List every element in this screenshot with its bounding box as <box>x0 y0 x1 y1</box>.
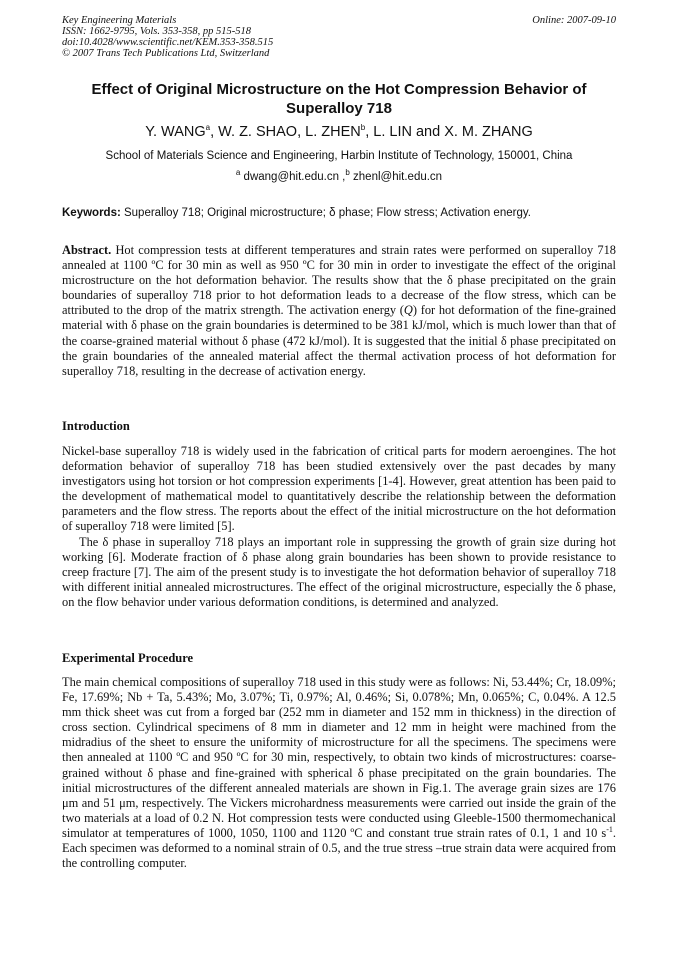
affiliation: School of Materials Science and Engineering, Harbin Institute of Technology, 150001, China <box>105 150 573 162</box>
email-a[interactable]: dwang@hit.edu.cn , <box>240 171 346 183</box>
keywords-label: Keywords: <box>62 207 121 219</box>
copyright-line: © 2007 Trans Tech Publications Ltd, Switzerland <box>62 48 270 59</box>
author-1: Y. WANG <box>145 124 206 140</box>
abstract-text-1: Hot compression tests at different temperatures and strain rates were performed on superalloy 718 annealed at 1100 ºC for 30 min as well as 950 ºC for 30 min in order to investigate the effect of the original microstructure on the hot deformation behavior. The results show that the δ phase precipitated on the grain boundaries of superalloy 718 prior to hot deformation leads to a decrease of the flow stress, which can be attributed to the drop of the matrix strength. The activation energy ( <box>62 243 616 318</box>
keywords <box>62 207 616 219</box>
author-list <box>62 124 616 140</box>
abstract-text-2: ) for hot deformation of the fine-grained material with δ phase on the grain boundaries is determined to be 381 kJ/mol, which is much lower than that of the coarse-grained material without δ phase (472 kJ/mol). It is suggested that the initial δ phase precipitated on the grain boundaries of the annealed material affect the thermal activation process of hot deformation for superalloy 718, resulting in the decrease of activation energy. <box>62 303 616 378</box>
strain-rate-exponent: -1 <box>606 824 613 834</box>
email-b[interactable]: zhenl@hit.edu.cn <box>349 171 443 183</box>
experimental-text-b: . Each specimen was deformed to a nominal strain of 0.5, and the true stress –true strain data were acquired from the controlling computer. <box>62 825 616 871</box>
issn-line: ISSN: 1662-9795, Vols. 353-358, pp 515-518 <box>62 26 251 37</box>
experimental-heading: Experimental Procedure <box>62 651 194 665</box>
online-date: Online: 2007-09-10 <box>532 15 616 26</box>
abstract-q-symbol: Q <box>403 303 413 318</box>
introduction-paragraph-2: The δ phase in superalloy 718 plays an important role in suppressing the growth of grain size during hot working [6]. Moderate fraction of δ phase along grain boundaries has been shown to provide resistance to creep fracture [7]. The aim of the present study is to investigate the hot deformation behavior of superalloy 718 with different initial annealed microstructures. The effect of the original microstructure, especially the δ phase, on the flow behavior under various deformation conditions, is determined and analyzed. <box>62 535 616 610</box>
author-emails <box>62 168 616 183</box>
author-2-affil-mark: b <box>360 123 366 133</box>
experimental-text-a: The main chemical compositions of superalloy 718 used in this study were as follows: Ni, 53.44%; Cr, 18.09%; Fe, 17.69%; Nb + Ta, 5.43%; Mo, 3.07%; Ti, 0.97%; Al, 0.46%; Si, 0.078%; Mn, 0.065%; C, 0.04%. A 12.5 mm thick sheet was cut from a forged bar (252 mm in diameter and 152 mm in thickness) in the direction of cross section. Cylindrical specimens of 8 mm in diameter and 12 mm in height were machined from the midradius of the sheet to ensure the uniformity of microstructure for all the specimens. The specimens were then annealed at 1100 ºC and 950 ºC for 30 min, respectively, to obtain two kinds of microstructures: coarse-grained without δ phase and fine-grained with spherical δ phase precipitated on the grain boundaries. The initial microstructures of the different annealed materials are shown in Fig.1. The average grain sizes are 176 μm and 51 μm, respectively. The Vickers microhardness measurements were carried out inside the grain of the two materials at a load of 0.2 N. Hot compression tests were conducted using Gleeble-1500 thermomechanical simulator at temperatures of 1000, 1050, 1100 and 1120 ºC and constant true strain rates of 0.1, 1 and 10 s <box>62 675 616 840</box>
introduction-heading: Introduction <box>62 419 130 433</box>
email-b-mark: b <box>345 168 350 178</box>
author-2: , W. Z. SHAO, L. ZHEN <box>210 124 361 140</box>
paper-title: Effect of Original Microstructure on the Hot Compression Behavior of Superalloy 718 <box>91 81 587 117</box>
introduction-paragraph-1: Nickel-base superalloy 718 is widely used in the fabrication of critical parts for modern aeroengines. The hot deformation behavior of superalloy 718 has been studied extensively over the past decades by many investigators using hot torsion or hot compression experiments [1-4]. However, great attention has been paid to the development of mathematical model to quantitatively describe the relationship between the deformation parameters and the flow stress. The reports about the effect of the initial microstructure on the hot deformation of superalloy 718 were limited [5]. <box>62 444 616 534</box>
author-1-affil-mark: a <box>205 123 211 133</box>
experimental-paragraph-1 <box>62 675 616 871</box>
keywords-text: Superalloy 718; Original microstructure; δ phase; Flow stress; Activation energy. <box>120 207 531 219</box>
abstract-label: Abstract. <box>62 243 112 257</box>
journal-name: Key Engineering Materials <box>62 15 177 26</box>
doi-line: doi:10.4028/www.scientific.net/KEM.353-358.515 <box>62 37 274 48</box>
author-3: , L. LIN and X. M. ZHANG <box>365 124 533 140</box>
email-a-mark: a <box>235 168 241 178</box>
abstract <box>62 243 616 379</box>
journal-header <box>62 15 616 59</box>
